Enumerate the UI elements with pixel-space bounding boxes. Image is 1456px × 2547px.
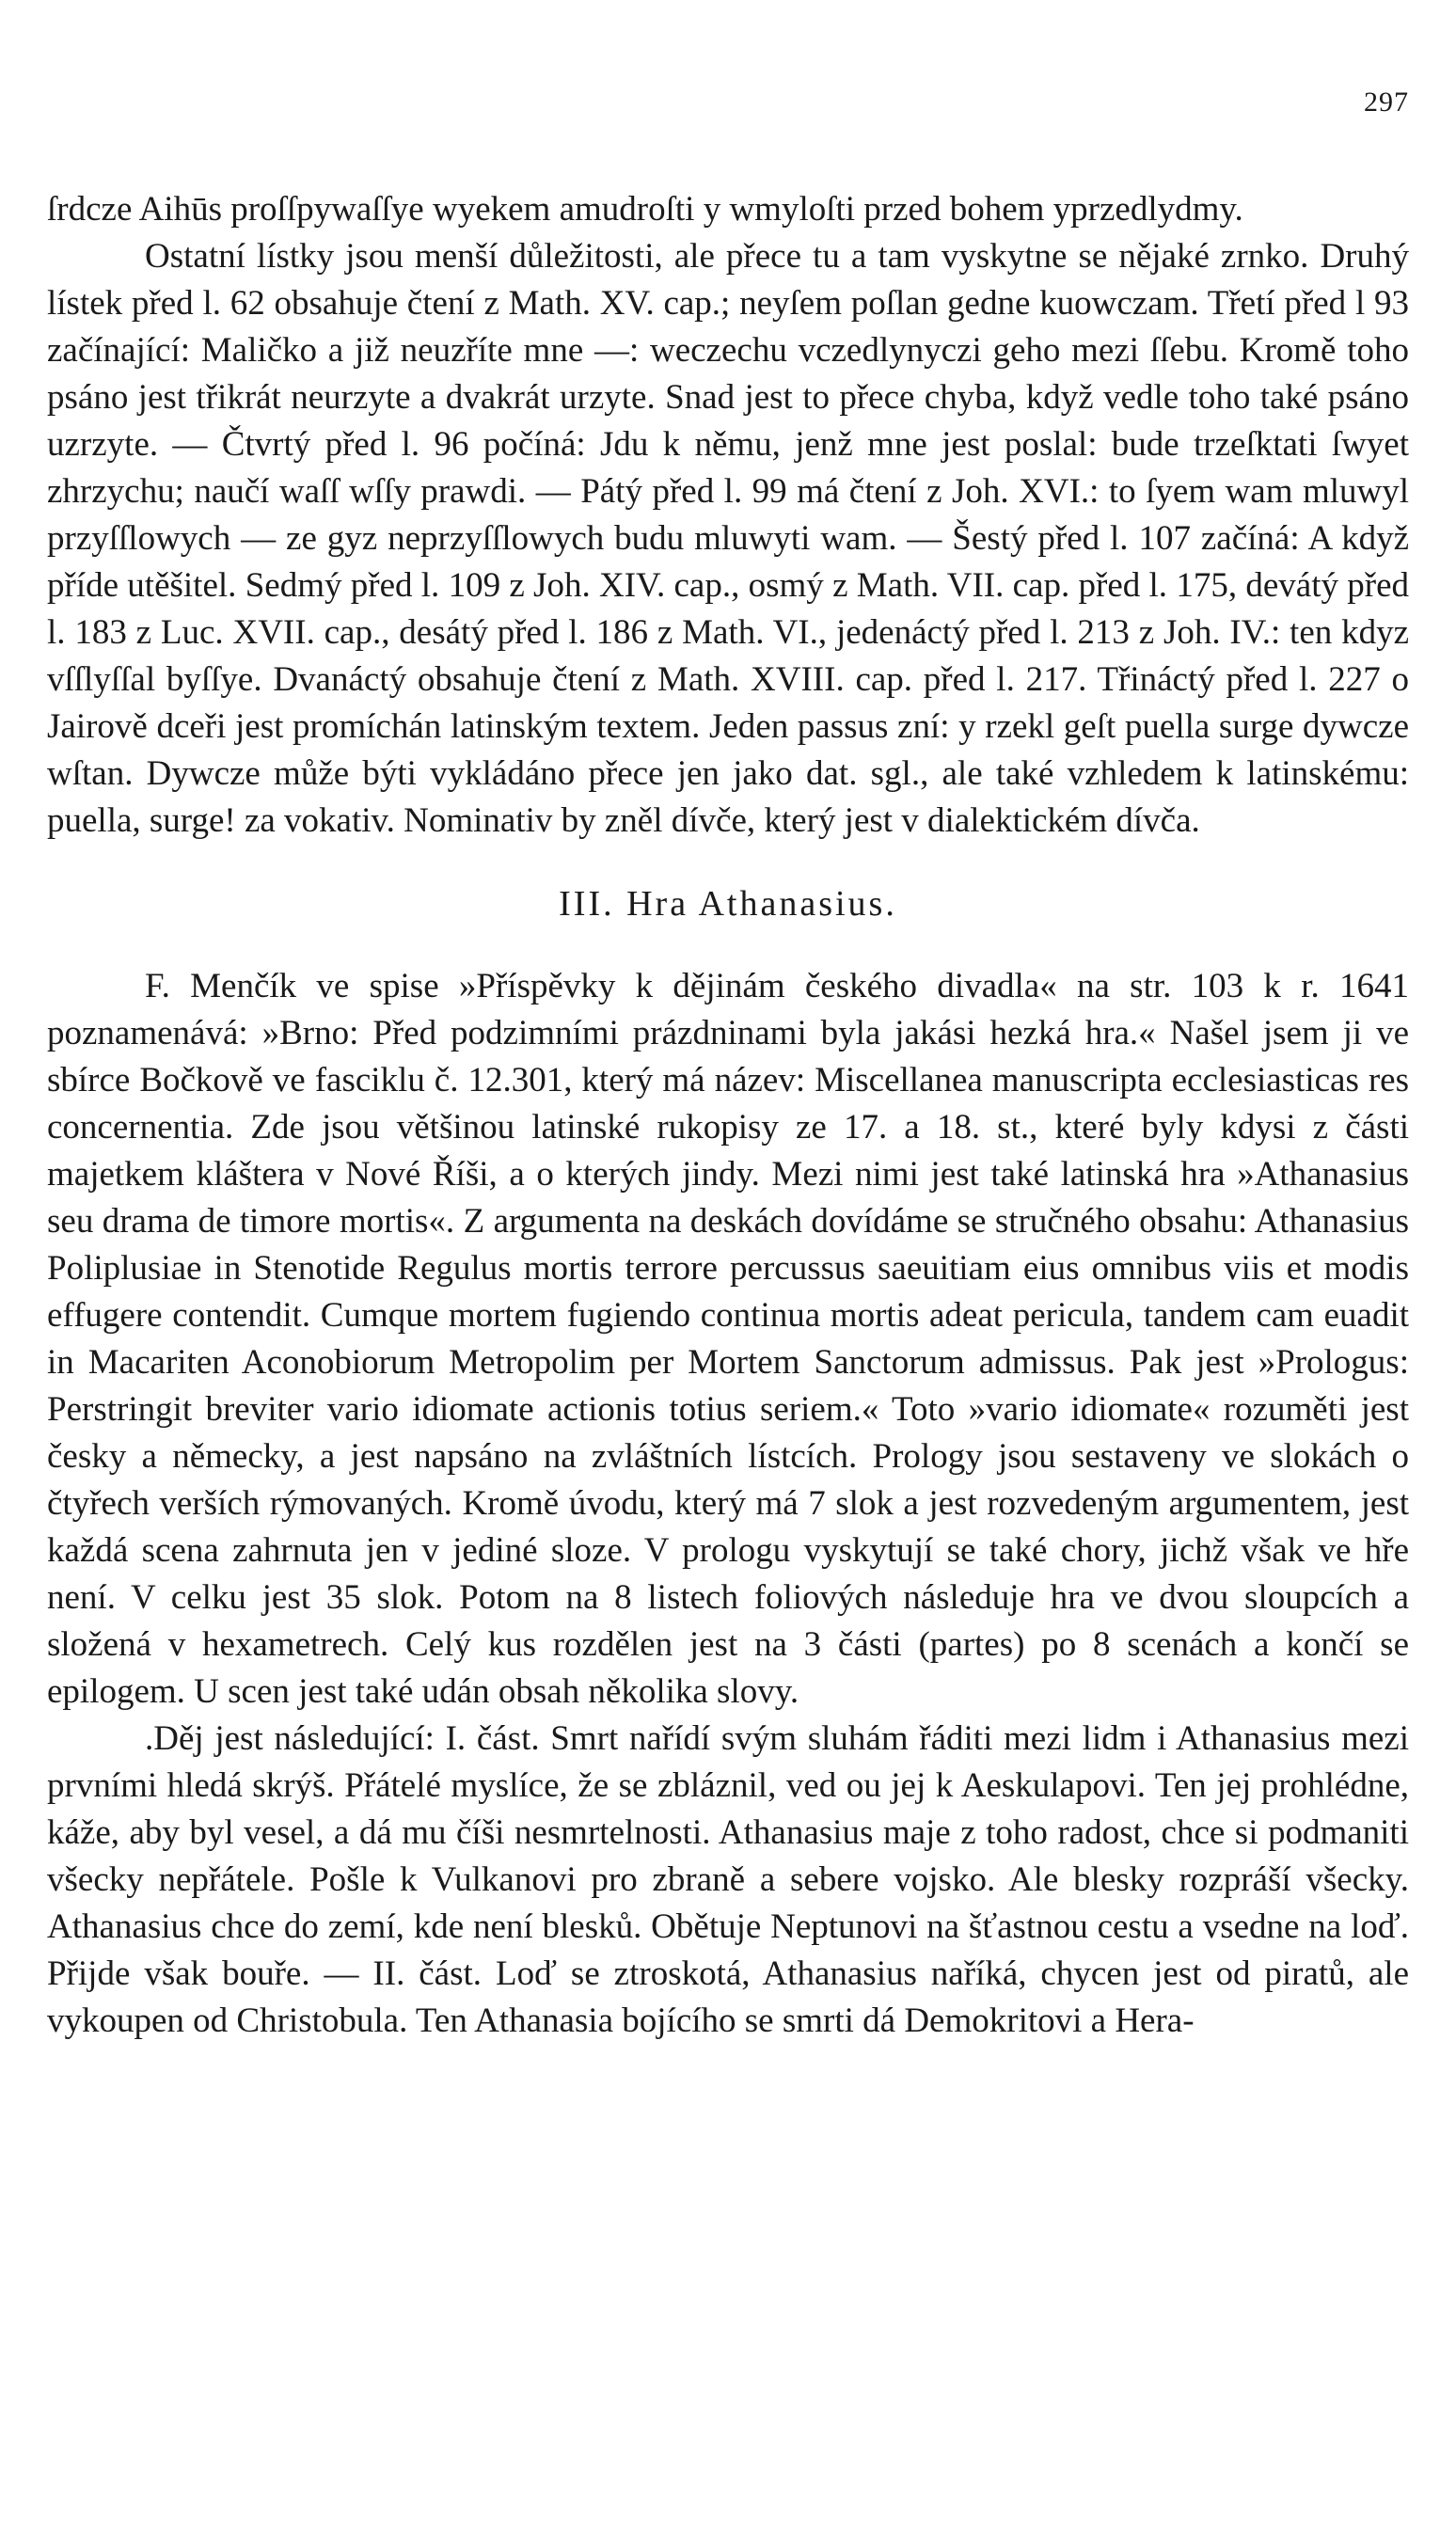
paragraph-continuation: ſrdcze Aihūs proſſpywaſſye wyekem amudroſti y wmyloſti przed bohem yprzedlydmy. — [47, 190, 1243, 229]
paragraph-other-cards: Ostatní lístky jsou menší důležitosti, ale přece tu a tam vyskytne se nějaké zrnko. Druhý lístek před l. 62 obsahuje čtení z Math. XV. cap.; neyſem poſlan gedne kuowczam. Třetí před l 93 začínající: Maličko a již neuzříte mne —: weczechu vczedlynyczi geho mezi ſſebu. Kromě toho psáno jest třikrát neurzyte a dvakrát urzyte. Snad jest to přece chyba, když vedle toho také psáno uzrzyte. — Čtvrtý před l. 96 počíná: Jdu k němu, jenž mne jest poslal: bude trzeſktati ſwyet zhrzychu; naučí waſſ wſſy prawdi. — Pátý před l. 99 má čtení z Joh. XVI.: to ſyem wam mluwyl przyſſlowych — ze gyz neprzyſſlowych budu mluwyti wam. — Šestý před l. 107 začíná: A když příde utěšitel. Sedmý před l. 109 z Joh. XIV. cap., osmý z Math. VII. cap. před l. 175, devátý před l. 183 z Luc. XVII. cap., desátý před l. 186 z Math. VI., jedenáctý před l. 213 z Joh. IV.: ten kdyz vſſlyſſal byſſye. Dvanáctý obsahuje čtení z Math. XVIII. cap. před l. 217. Třináctý před l. 227 o Jairově dceři jest promíchán latinským textem. Jeden passus zní: y rzekl geſt puella surge dywcze wſtan. Dywcze může býti vykládáno přece jen jako dat. sgl., ale také vzhledem k latinskému: puella, surge! za vokativ. Nominativ by zněl dívče, který jest v dialektickém dívča. — [47, 237, 1409, 840]
body-text — [47, 186, 1409, 2045]
paragraph-plot-summary: .Děj jest následující: I. část. Smrt nařídí svým sluhám řáditi mezi lidm i Athanasius mezi prvními hledá skrýš. Přátelé myslíce, že se zbláznil, ved ou jej k Aeskulapovi. Ten jej prohlédne, káže, aby byl vesel, a dá mu číši nesmrtelnosti. Athanasius maje z toho radost, chce si podmaniti všecky nepřátele. Pošle k Vulkanovi pro zbraně a sebere vojsko. Ale blesky rozpráší všecky. Athanasius chce do zemí, kde není blesků. Obětuje Neptunovi na šťastnou cestu a vsedne na loď. Přijde však bouře. — II. část. Loď se ztroskotá, Athanasius naříká, chycen jest od piratů, ale vykoupen od Christobula. Ten Athanasia bojícího se smrti dá Demokritovi a Hera- — [47, 1719, 1409, 2040]
section-heading: III. Hra Athanasius. — [559, 884, 897, 924]
paragraph-athanasius-intro: F. Menčík ve spise »Příspěvky k dějinám českého divadla« na str. 103 k r. 1641 poznamenává: »Brno: Před podzimními prázdninami byla jakási hezká hra.« Našel jsem ji ve sbírce Bočkově ve fasciklu č. 12.301, který má název: Miscellanea manuscripta ecclesiasticas res concernentia. Zde jsou většinou latinské rukopisy ze 17. a 18. st., které byly kdysi z části majetkem kláštera v Nové Říši, a o kterých jindy. Mezi nimi jest také latinská hra »Athanasius seu drama de timore mortis«. Z argumenta na deskách dovídáme se stručného obsahu: Athanasius Poliplusiae in Stenotide Regulus mortis terrore percussus saeuitiam eius omnibus viis et modis effugere contendit. Cumque mortem fugiendo continua mortis adeat pericula, tandem cam euadit in Macariten Aconobiorum Metropolim per Mortem Sanctorum admissus. Pak jest »Prologus: Perstringit breviter vario idiomate actionis totius seriem.« Toto »vario idiomate« rozuměti jest česky a německy, a jest napsáno na zvláštních lístcích. Prology jsou sestaveny ve slokách o čtyřech verších rýmovaných. Kromě úvodu, který má 7 slok a jest rozvedeným argumentem, jest každá scena zahrnuta jen v jediné sloze. V prologu vyskytují se také chory, jichž však ve hře není. V celku jest 35 slok. Potom na 8 listech foliových následuje hra ve dvou sloupcích a složená v hexametrech. Celý kus rozdělen jest na 3 části (partes) po 8 scenách a končí se epilogem. U scen jest také udán obsah několika slovy. — [47, 967, 1409, 1711]
page-number: 297 — [1364, 87, 1409, 118]
document-page — [47, 0, 1409, 2547]
